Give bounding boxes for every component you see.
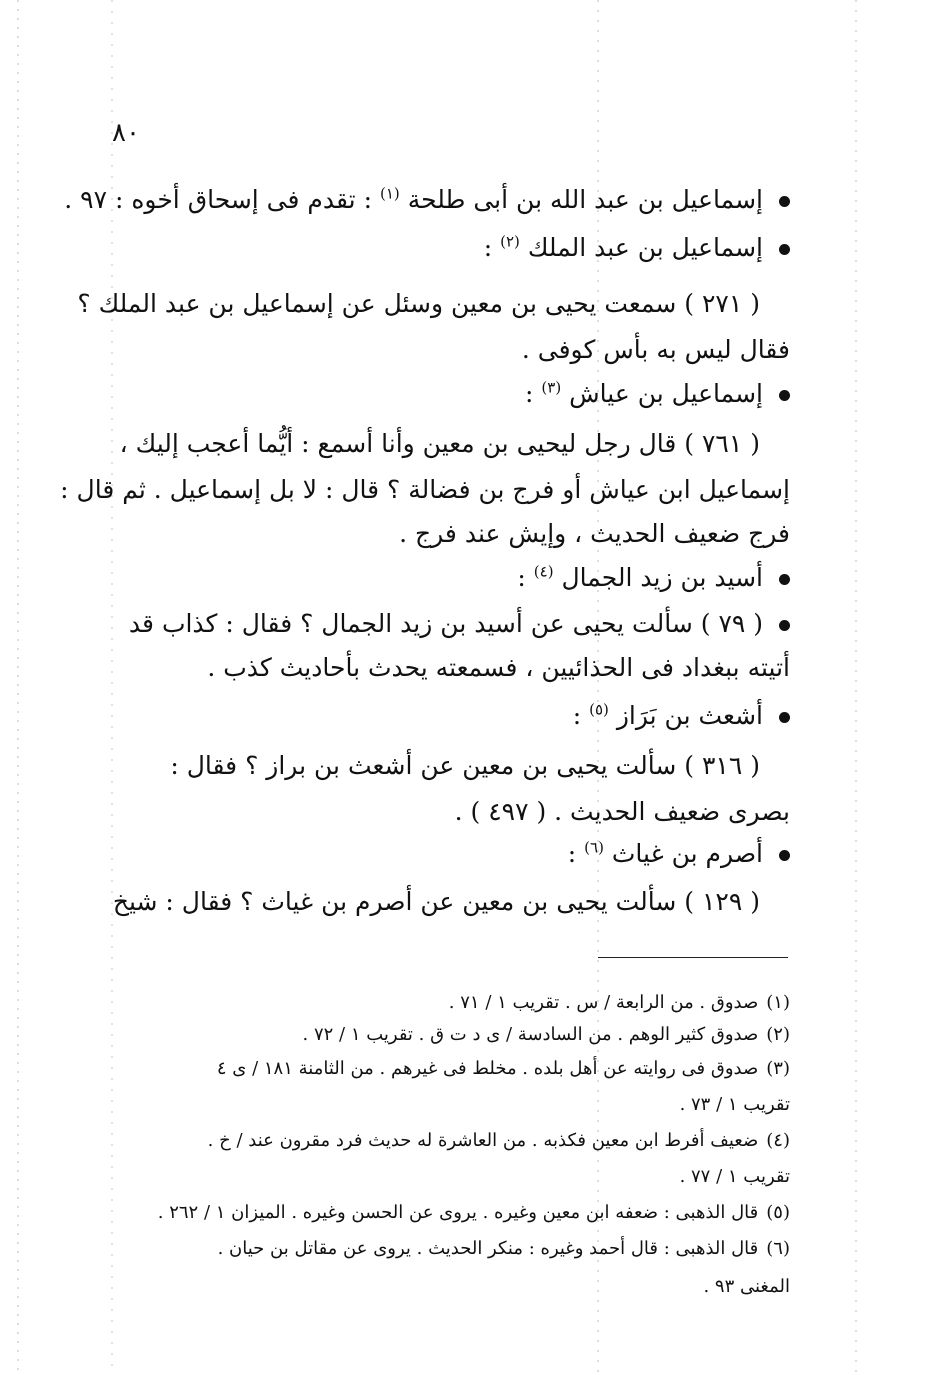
footnote-number: (٤) — [766, 1130, 790, 1151]
paragraph-line: بصرى ضعيف الحديث . ( ٤٩٧ ) . — [454, 797, 790, 826]
entry-heading-text: : — [525, 379, 534, 408]
paragraph-line: فرج ضعيف الحديث ، وإيش عند فرج . — [399, 519, 790, 548]
footnote-number: (٦) — [766, 1238, 790, 1259]
paragraph-line: إسماعيل ابن عياش أو فرج بن فضالة ؟ قال : لا بل إسماعيل . ثم قال : — [60, 475, 790, 504]
bullet-icon — [779, 620, 790, 631]
entry-heading — [100, 226, 790, 270]
footnote-text: قال الذهبى : قال أحمد وغيره : منكر الحديث . يروى عن مقاتل بن حيان . — [217, 1238, 759, 1259]
entry-heading — [64, 178, 790, 222]
footnote — [100, 1126, 790, 1156]
paragraph-line: ( ٧٦١ ) قال رجل ليحيى بن معين وأنا أسمع : أيُّما أعجب إليك ، — [119, 429, 760, 458]
footnote-ref[interactable]: (٥) — [589, 700, 609, 719]
entry-heading-text: : تقدم فى إسحاق أخوه : ٩٧ . — [64, 185, 372, 214]
footnote-number: (١) — [766, 992, 790, 1013]
footnote-separator — [598, 957, 788, 958]
footnote-number: (٣) — [766, 1058, 790, 1079]
entry-heading-text: : — [572, 701, 582, 730]
footnote — [100, 1020, 790, 1050]
entry-heading-text: إسماعيل بن عياش — [569, 379, 763, 408]
footnote-text: ضعيف أفرط ابن معين فكذبه . من العاشرة له حديث فرد مقرون عند / خ . — [207, 1130, 759, 1151]
footnote — [100, 1054, 790, 1084]
bullet-icon — [779, 390, 790, 401]
footnote-number: (٥) — [766, 1202, 790, 1223]
footnote-ref[interactable]: (٣) — [541, 378, 562, 397]
footnote-ref[interactable]: (٢) — [500, 232, 520, 251]
footnote-text: صدوق كثير الوهم . من السادسة / ى د ت ق . تقريب ١ / ٧٢ . — [302, 1024, 759, 1045]
footnote-text: قال الذهبى : ضعفه ابن معين وغيره . يروى عن الحسن وغيره . الميزان ١ / ٢٦٢ . — [157, 1202, 759, 1223]
footnote — [100, 1234, 790, 1264]
entry-heading — [100, 694, 790, 738]
paragraph-line: فقال ليس به بأس كوفى . — [521, 335, 790, 364]
bullet-icon — [779, 196, 790, 207]
paragraph-line: أتيته ببغداد فى الحذائيين ، فسمعته يحدث بأحاديث كذب . — [207, 653, 790, 682]
paragraph-text: ( ٧٩ ) سألت يحيى عن أسيد بن زيد الجمال ؟ فقال : كذاب قد — [128, 609, 763, 638]
footnote — [100, 988, 790, 1018]
bullet-icon — [779, 574, 790, 585]
entry-heading — [100, 372, 790, 416]
bullet-icon — [779, 712, 790, 723]
bullet-icon — [779, 244, 790, 255]
entry-heading-text: إسماعيل بن عبد الله بن أبى طلحة — [407, 185, 763, 214]
footnote-text: صدوق فى روايته عن أهل بلده . مخلط فى غيرهم . من الثامنة ١٨١ / ى ٤ — [216, 1058, 759, 1079]
entry-heading-text: : — [567, 839, 577, 868]
entry-heading-text: أشعث بن بَرَاز — [616, 701, 763, 730]
paragraph-line: ( ١٢٩ ) سألت يحيى بن معين عن أصرم بن غياث ؟ فقال : شيخ — [112, 887, 760, 916]
entry-heading-text: : — [517, 563, 526, 592]
bullet-icon — [779, 850, 790, 861]
footnote — [100, 1198, 790, 1228]
footnote-ref[interactable]: (٦) — [584, 838, 604, 857]
paragraph-line — [100, 602, 790, 646]
entry-heading-text: أسيد بن زيد الجمال — [561, 563, 763, 592]
entry-heading-text: : — [483, 233, 493, 262]
footnote-continuation: المغنى ٩٣ . — [703, 1276, 790, 1297]
entry-heading-text: إسماعيل بن عبد الملك — [527, 233, 763, 262]
entry-heading — [100, 832, 790, 876]
footnote-continuation: تقريب ١ / ٧٧ . — [679, 1166, 790, 1187]
footnote-ref[interactable]: (٤) — [533, 562, 554, 581]
footnote-text: صدوق . من الرابعة / س . تقريب ١ / ٧١ . — [448, 992, 759, 1013]
entry-heading-text: أصرم بن غياث — [611, 839, 763, 868]
paragraph-line: ( ٢٧١ ) سمعت يحيى بن معين وسئل عن إسماعيل بن عبد الملك ؟ — [77, 289, 760, 318]
entry-heading — [100, 556, 790, 600]
paragraph-line: ( ٣١٦ ) سألت يحيى بن معين عن أشعث بن براز ؟ فقال : — [170, 751, 760, 780]
page-number: ٨٠ — [112, 118, 140, 148]
footnote-number: (٢) — [766, 1024, 790, 1045]
footnote-continuation: تقريب ١ / ٧٣ . — [679, 1094, 790, 1115]
footnote-ref[interactable]: (١) — [379, 184, 400, 203]
